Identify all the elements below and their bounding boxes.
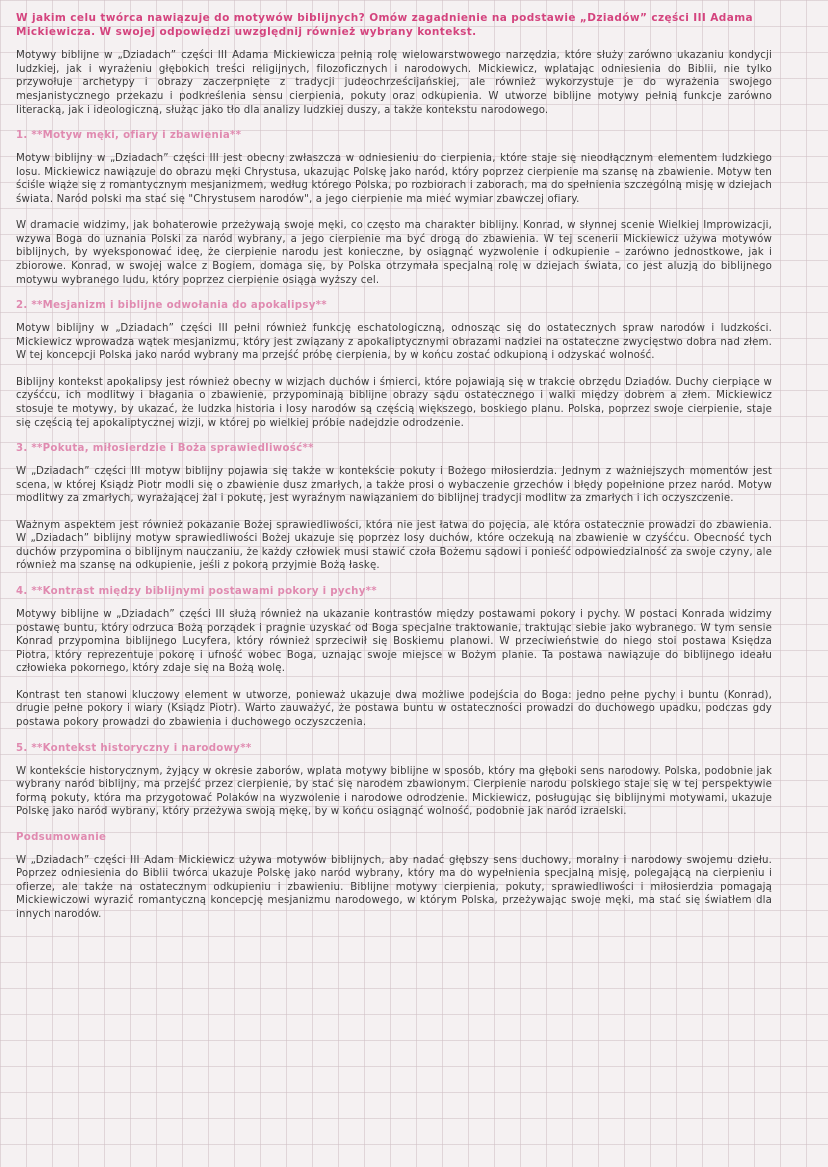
summary-paragraph-1: W „Dziadach” części III Adam Mickiewicz używa motywów biblijnych, aby nadać głębszy sens duchowy, moralny i narodowy swojemu dziełu. Poprzez odniesienia do Biblii twórca ukazuje Polskę jako naród wybrany, który ma do wypełnienia specjalną misję, polegającą na cierpieniu i ofierze, ale także na ostatecznym odkupieniu i zbawieniu. Biblijne motywy cierpienia, pokuty, sprawiedliwości i miłosierdzia pomagają Mickiewiczowi wyrazić romantyczną koncepcję mesjanizmu narodowego, w którym Polska, przeżywając swoje męki, ma stać się światłem dla innych narodów. xyxy=(16,854,772,921)
section-5-paragraph-1: W kontekście historycznym, żyjący w okresie zaborów, wplata motywy biblijne w sposób, który ma głęboki sens narodowy. Polska, podobnie jak wybrany naród biblijny, ma przejść przez cierpienie, by stać się narodem zbawionym. Cierpienie narodu polskiego staje się w tej perspektywie formą pokuty, która ma przygotować Polaków na wyzwolenie i narodowe odrodzenie. Mickiewicz, posługując się biblijnymi motywami, ukazuje Polskę jako naród wybrany, który przeżywa swoją mękę, by w końcu osiągnąć wolność, podobnie jak naród izraelski. xyxy=(16,765,772,818)
section-heading-2: 2. **Mesjanizm i biblijne odwołania do apokalipsy** xyxy=(16,300,327,312)
section-heading-1: 1. **Motyw męki, ofiary i zbawienia** xyxy=(16,130,242,142)
bottom-spacer xyxy=(16,935,772,1115)
intro-paragraph: Motywy biblijne w „Dziadach” części III Adama Mickiewicza pełnią rolę wielowarstwowego narzędzia, które służy zarówno ukazaniu kondycji ludzkiej, jak i wyrażeniu głębokich treści religijnych, filozoficznych i narodowych. Mickiewicz, wplatając odniesienia do Biblii, nie tylko przywołuje archetypy i obrazy zaczerpnięte z tradycji judeochrześcijańskiej, ale również wykorzystuje je do wyrażenia swojego mesjanistycznego przekazu i podkreślenia sensu cierpienia, pokuty oraz odkupienia. W utworze biblijne motywy pełnią funkcje zarówno literacką, jak i ideologiczną, służąc jako tło dla analizy ludzkiej duszy, a także kontekstu narodowego. xyxy=(16,50,772,116)
section-2-paragraph-1: Motyw biblijny w „Dziadach” części III pełni również funkcję eschatologiczną, odnosząc się do ostatecznych spraw narodów i ludzkości. Mickiewicz wprowadza wątek mesjanizmu, który jest związany z apokaliptycznymi obrazami nadziei na ostateczne zwycięstwo dobra nad złem. W tej koncepcji Polska jako naród wybrany ma przejść próbę cierpienia, by w końcu zostać odkupioną i odzyskać wolność. xyxy=(16,323,772,362)
summary-heading: Podsumowanie xyxy=(16,831,107,843)
section-3-paragraph-2: Ważnym aspektem jest również pokazanie Bożej sprawiedliwości, która nie jest łatwa do pojęcia, ale która ostatecznie prowadzi do zbawienia. W „Dziadach” biblijny motyw sprawiedliwości Bożej ukazuje się poprzez losy duchów, które oczekują na zbawienie w czyśćcu. Obecność tych duchów przypomina o biblijnym nauczaniu, że każdy człowiek musi stawić czoła Bożemu sądowi i ponieść odpowiedzialność za swoje czyny, ale również ma szansę na odkupienie, jeśli z pokorą przyjmie Bożą łaskę. xyxy=(16,519,772,572)
section-4-paragraph-1: Motywy biblijne w „Dziadach” części III służą również na ukazanie kontrastów między postawami pokory i pychy. W postaci Konrada widzimy postawę buntu, który odrzuca Bożą porządek i pragnie uzyskać od Boga specjalne traktowanie, traktując siebie jako wybranego. W tym sensie Konrad przypomina biblijnego Lucyfera, który również sprzeciwił się Boskiemu planowi. W przeciwieństwie do niego stoi postawa Księdza Piotra, który reprezentuje pokorę i ufność wobec Boga, uznając swoje miejsce w Bożym planie. Ta postawa nawiązuje do biblijnego ideału człowieka pokornego, który zdaje się na Bożą wolę. xyxy=(16,609,772,675)
section-1-paragraph-1: Motyw biblijny w „Dziadach” części III jest obecny zwłaszcza w odniesieniu do cierpienia, które staje się nieodłącznym elementem ludzkiego losu. Mickiewicz nawiązuje do obrazu męki Chrystusa, ukazując Polskę jako naród, który poprzez cierpienie ma szansę na zbawienie. Motyw ten ściśle wiąże się z romantycznym mesjanizmem, według którego Polska, po rozbiorach i zaborach, ma do spełnienia szczególną misję w dziejach świata. Naród polski ma stać się "Chrystusem narodów", a jego cierpienie ma mieć wymiar zbawczej ofiary. xyxy=(16,153,772,205)
section-heading-3: 3. **Pokuta, miłosierdzie i Boża sprawiedliwość** xyxy=(16,443,314,455)
section-heading-5: 5. **Kontekst historyczny i narodowy** xyxy=(16,742,252,754)
section-4-paragraph-2: Kontrast ten stanowi kluczowy element w utworze, ponieważ ukazuje dwa możliwe podejścia do Boga: jedno pełne pychy i buntu (Konrad), drugie pełne pokory i wiary (Ksiądz Piotr). Warto zauważyć, że postawa buntu w ostateczności prowadzi do duchowego upadku, podczas gdy postawa pokory prowadzi do zbawienia i duchowego oczyszczenia. xyxy=(16,689,772,728)
essay-question: W jakim celu twórca nawiązuje do motywów biblijnych? Omów zagadnienie na podstawie „Dziadów” części III Adama Mickiewicza. W swojej odpowiedzi uwzględnij również wybrany kontekst. xyxy=(16,12,754,38)
section-3-paragraph-1: W „Dziadach” części III motyw biblijny pojawia się także w kontekście pokuty i Bożego miłosierdzia. Jednym z ważniejszych momentów jest scena, w której Ksiądz Piotr modli się o zbawienie dusz zmarłych, a także prosi o wybaczenie grzechów i błędy popełnione przez naród. Motyw modlitwy za zmarłych, wyrażającej żal i pokutę, jest wyraźnym nawiązaniem do biblijnej tradycji modlitw za zmarłych i ich oczyszczenie. xyxy=(16,466,772,505)
section-heading-4: 4. **Kontrast między biblijnymi postawami pokory i pychy** xyxy=(16,586,377,598)
section-1-paragraph-2: W dramacie widzimy, jak bohaterowie przeżywają swoje męki, co często ma charakter biblijny. Konrad, w słynnej scenie Wielkiej Improwizacji, wzywa Boga do uznania Polski za naród wybrany, a jego cierpienie ma być drogą do zbawienia. W tej scenerii Mickiewicz używa motywów biblijnych, by wyeksponować ideę, że cierpienie narodu jest konieczne, by osiągnąć wyzwolenie i odkupienie – zarówno jednostkowe, jak i zbiorowe. Konrad, w swojej walce z Bogiem, domaga się, by Polska otrzymała specjalną rolę w dziejach świata, co jest aluzją do biblijnego motywu wybranego ludu, który poprzez cierpienie osiąga wyższy cel. xyxy=(16,220,772,286)
section-2-paragraph-2: Biblijny kontekst apokalipsy jest również obecny w wizjach duchów i śmierci, które pojawiają się w trakcie obrzędu Dziadów. Duchy cierpiące w czyśćcu, ich modlitwy i błagania o zbawienie, przypominają biblijne obrazy sądu ostatecznego i walki między dobrem a złem. Mickiewicz stosuje te motywy, by ukazać, że ludzka historia i losy narodów są częścią większego, boskiego planu. Polska, poprzez swoje cierpienie, staje się częścią tej apokaliptycznej wizji, w której po wielkiej próbie nadejdzie odrodzenie. xyxy=(16,376,772,429)
